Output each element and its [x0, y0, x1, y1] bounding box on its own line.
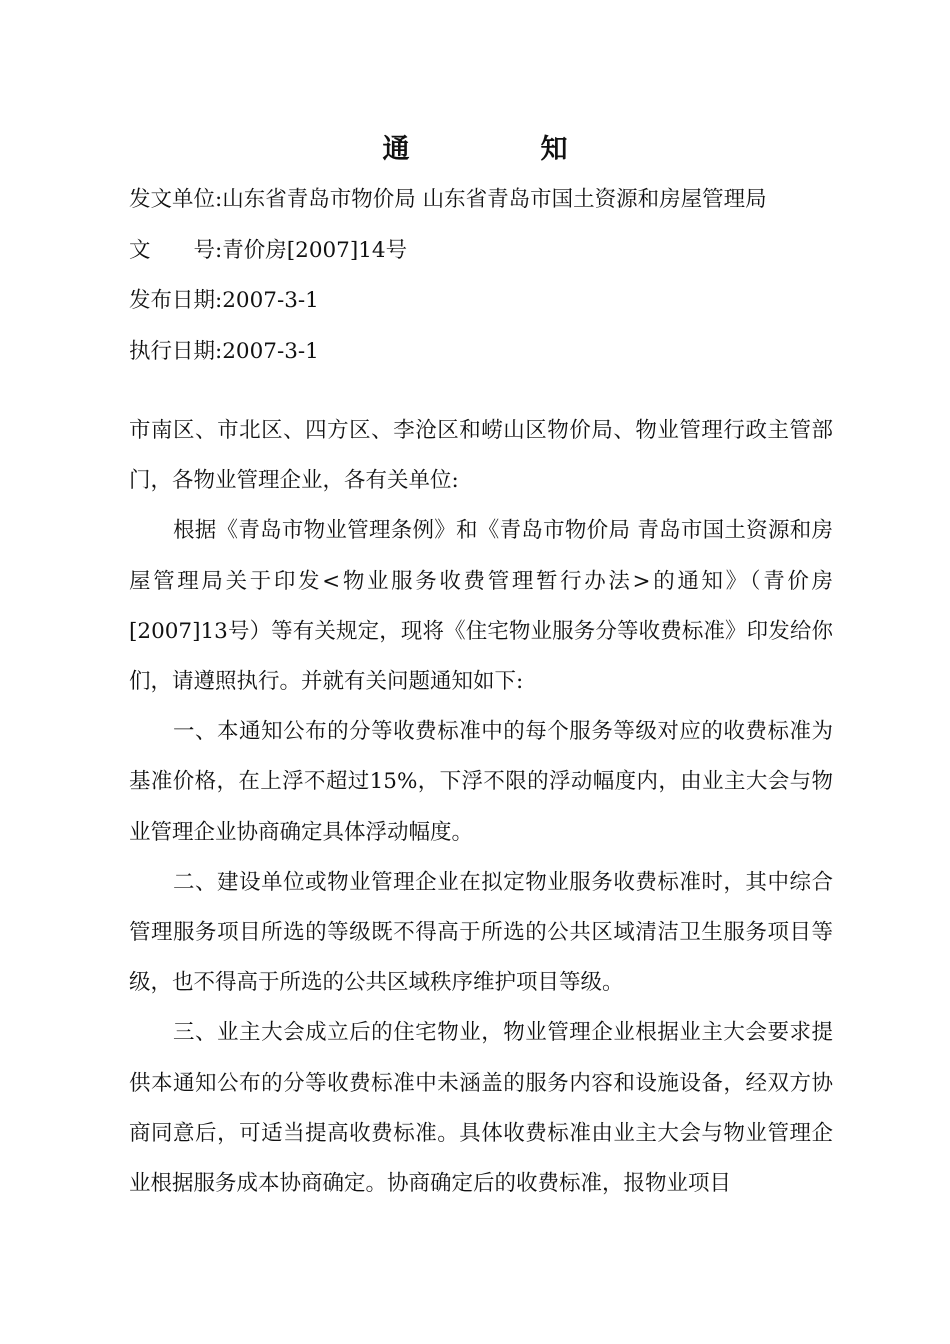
- meta-publish-label: 发布日期:: [129, 288, 223, 313]
- document-title: 通 知: [382, 134, 620, 165]
- meta-issuer-label: 发文单位:: [129, 187, 223, 212]
- meta-docno-row: [129, 233, 849, 284]
- document-body: [129, 406, 833, 1209]
- meta-publish-row: [129, 283, 849, 334]
- meta-effective-row: [129, 334, 849, 385]
- meta-issuer-value: 山东省青岛市物价局 山东省青岛市国土资源和房屋管理局: [222, 187, 767, 212]
- intro-paragraph: 根据《青岛市物业管理条例》和《青岛市物价局 青岛市国土资源和房屋管理局关于印发<物业服务收费管理暂行办法>的通知》（青价房[2007]13号）等有关规定，现将《住宅物业服务分等收费标准》印发给你们，请遵照执行。并就有关问题通知如下:: [129, 518, 833, 695]
- document-meta: [129, 182, 849, 384]
- clause-one-paragraph: 一、本通知公布的分等收费标准中的每个服务等级对应的收费标准为基准价格，在上浮不超过15%，下浮不限的浮动幅度内，由业主大会与物业管理企业协商确定具体浮动幅度。: [129, 719, 833, 845]
- clause-three-paragraph: 三、业主大会成立后的住宅物业，物业管理企业根据业主大会要求提供本通知公布的分等收费标准中未涵盖的服务内容和设施设备，经双方协商同意后，可适当提高收费标准。具体收费标准由业主大会与物业管理企业根据服务成本协商确定。协商确定后的收费标准，报物业项目: [129, 1020, 833, 1197]
- meta-docno-label: 文 号:: [129, 237, 223, 263]
- meta-docno-value: 青价房[2007]14号: [222, 237, 408, 263]
- clause-two-paragraph: 二、建设单位或物业管理企业在拟定物业服务收费标准时，其中综合管理服务项目所选的等级既不得高于所选的公共区域清洁卫生服务项目等级，也不得高于所选的公共区域秩序维护项目等级。: [129, 869, 833, 996]
- meta-publish-value: 2007-3-1: [222, 288, 319, 313]
- salutation-paragraph: 市南区、市北区、四方区、李沧区和崂山区物价局、物业管理行政主管部门，各物业管理企业，各有关单位:: [129, 418, 833, 494]
- meta-effective-label: 执行日期:: [129, 338, 223, 364]
- meta-effective-value: 2007-3-1: [222, 338, 319, 364]
- meta-issuer-row: [129, 182, 849, 233]
